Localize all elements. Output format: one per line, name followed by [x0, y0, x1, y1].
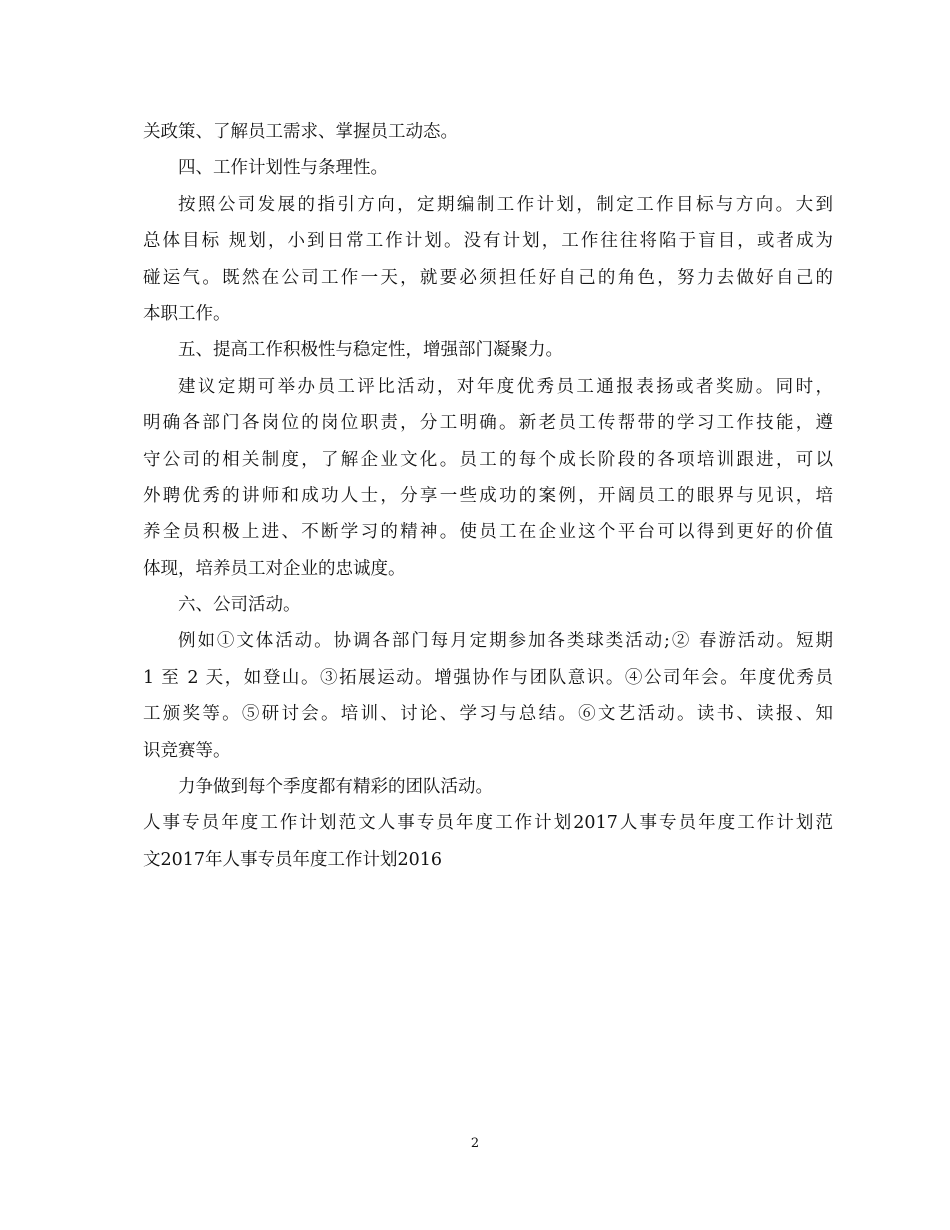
text-line: 识竞赛等。 [143, 740, 231, 761]
text-line: 文2017年人事专员年度工作计划2016 [143, 849, 443, 870]
text-line: 建议定期可举办员工评比活动，对年度优秀员工通报表扬或者奖励。同时， [178, 376, 833, 397]
body-text [143, 114, 833, 878]
text-line: 五、提高工作积极性与稳定性，增强部门凝聚力。 [178, 340, 563, 361]
text-line: 养全员积极上进、不断学习的精神。使员工在企业这个平台可以得到更好的价值 [143, 522, 833, 543]
text-line: 明确各部门各岗位的岗位职责，分工明确。新老员工传帮带的学习工作技能，遵 [143, 413, 833, 434]
text-line: 碰运气。既然在公司工作一天，就要必须担任好自己的角色，努力去做好自己的 [143, 267, 833, 288]
text-line: 按照公司发展的指引方向，定期编制工作计划，制定工作目标与方向。大到 [178, 194, 833, 215]
text-line: 例如①文体活动。协调各部门每月定期参加各类球类活动;② 春游活动。短期 [178, 631, 833, 652]
text-line: 总体目标 规划，小到日常工作计划。没有计划，工作往往将陷于盲目，或者成为 [143, 231, 833, 252]
text-line: 本职工作。 [143, 303, 231, 324]
text-line: 1 至 2 天，如登山。③拓展运动。增强协作与团队意识。④公司年会。年度优秀员 [143, 667, 833, 688]
text-line: 工颁奖等。⑤研讨会。培训、讨论、学习与总结。⑥文艺活动。读书、读报、知 [143, 704, 833, 725]
text-line: 力争做到每个季度都有精彩的团队活动。 [178, 777, 493, 798]
text-line: 体现，培养员工对企业的忠诚度。 [143, 558, 406, 579]
page-number: 2 [470, 1136, 480, 1151]
text-line: 守公司的相关制度，了解企业文化。员工的每个成长阶段的各项培训跟进，可以 [143, 449, 833, 470]
text-line: 六、公司活动。 [178, 595, 301, 616]
text-line: 人事专员年度工作计划范文人事专员年度工作计划2017人事专员年度工作计划范 [143, 813, 833, 834]
text-line: 外聘优秀的讲师和成功人士，分享一些成功的案例，开阔员工的眼界与见识，培 [143, 485, 833, 506]
text-line: 四、工作计划性与条理性。 [178, 158, 388, 179]
text-line: 关政策、了解员工需求、掌握员工动态。 [143, 122, 458, 142]
